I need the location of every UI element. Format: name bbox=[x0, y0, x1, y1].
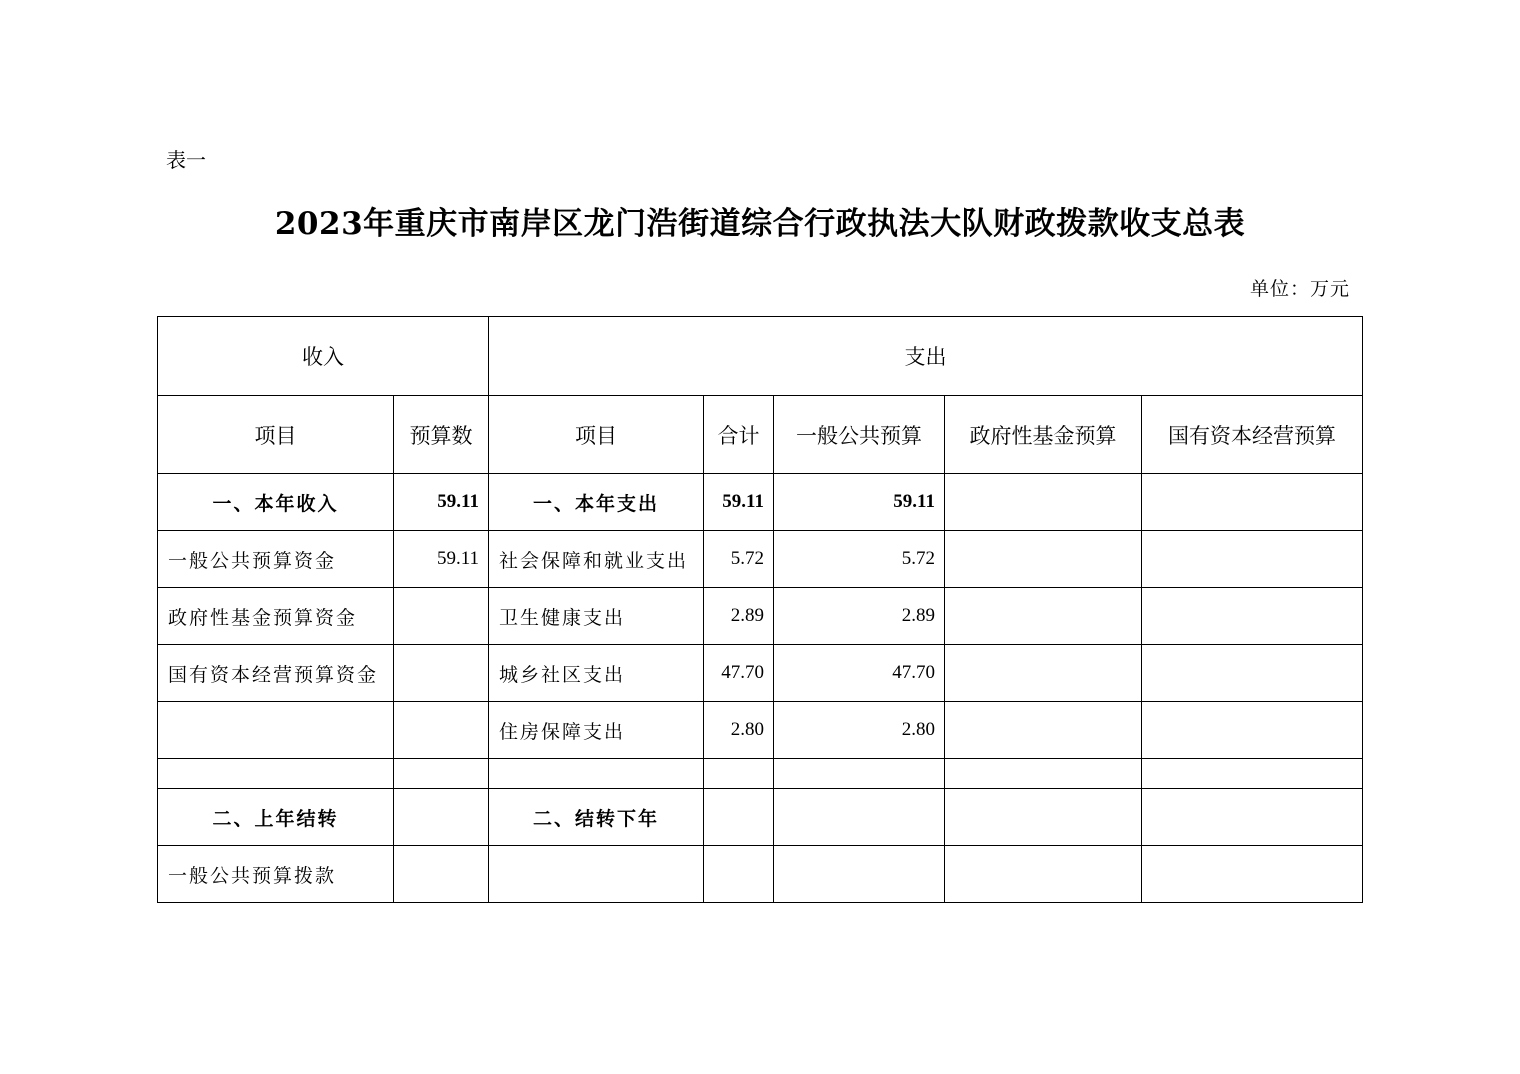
state-capital-cell bbox=[1142, 474, 1363, 531]
income-item-cell bbox=[158, 759, 394, 789]
gov-fund-cell bbox=[945, 588, 1142, 645]
state-capital-cell bbox=[1142, 789, 1363, 846]
total-cell bbox=[704, 846, 774, 903]
income-budget-cell: 59.11 bbox=[394, 531, 489, 588]
table-row bbox=[158, 531, 1363, 588]
budget-summary-table bbox=[157, 316, 1363, 903]
income-item-cell: 一般公共预算资金 bbox=[158, 531, 394, 588]
general-budget-cell bbox=[774, 789, 945, 846]
expense-item-cell: 一、本年支出 bbox=[489, 474, 704, 531]
income-budget-cell bbox=[394, 846, 489, 903]
total-cell: 47.70 bbox=[704, 645, 774, 702]
gov-fund-cell bbox=[945, 702, 1142, 759]
income-budget-cell bbox=[394, 702, 489, 759]
state-capital-cell bbox=[1142, 759, 1363, 789]
expense-item-cell: 二、结转下年 bbox=[489, 789, 704, 846]
income-item-cell: 二、上年结转 bbox=[158, 789, 394, 846]
table-row bbox=[158, 474, 1363, 531]
unit-label: 单位：万元 bbox=[1249, 278, 1350, 300]
state-capital-cell bbox=[1142, 531, 1363, 588]
total-cell: 2.80 bbox=[704, 702, 774, 759]
gov-fund-cell bbox=[945, 846, 1142, 903]
general-budget-cell: 47.70 bbox=[774, 645, 945, 702]
income-budget-cell bbox=[394, 759, 489, 789]
general-budget-cell: 2.89 bbox=[774, 588, 945, 645]
income-header: 收入 bbox=[158, 317, 489, 396]
state-capital-cell bbox=[1142, 702, 1363, 759]
general-budget-cell: 59.11 bbox=[774, 474, 945, 531]
general-budget-header: 一般公共预算 bbox=[774, 396, 945, 474]
expense-item-cell bbox=[489, 759, 704, 789]
expense-item-cell: 社会保障和就业支出 bbox=[489, 531, 704, 588]
state-capital-cell bbox=[1142, 645, 1363, 702]
income-budget-cell bbox=[394, 645, 489, 702]
general-budget-cell bbox=[774, 759, 945, 789]
total-cell: 59.11 bbox=[704, 474, 774, 531]
income-budget-cell bbox=[394, 588, 489, 645]
total-cell bbox=[704, 759, 774, 789]
total-header: 合计 bbox=[704, 396, 774, 474]
general-budget-cell: 5.72 bbox=[774, 531, 945, 588]
table-row bbox=[158, 846, 1363, 903]
table-row bbox=[158, 645, 1363, 702]
table-row bbox=[158, 789, 1363, 846]
state-capital-cell bbox=[1142, 846, 1363, 903]
total-cell: 2.89 bbox=[704, 588, 774, 645]
income-item-cell bbox=[158, 702, 394, 759]
state-capital-budget-header: 国有资本经营预算 bbox=[1142, 396, 1363, 474]
table-label: 表一 bbox=[166, 148, 206, 172]
table-row bbox=[158, 759, 1363, 789]
header-row-group bbox=[158, 317, 1363, 396]
gov-fund-cell bbox=[945, 645, 1142, 702]
gov-fund-cell bbox=[945, 759, 1142, 789]
income-item-cell: 国有资本经营预算资金 bbox=[158, 645, 394, 702]
income-item-header: 项目 bbox=[158, 396, 394, 474]
page-title: 2023年重庆市南岸区龙门浩街道综合行政执法大队财政拨款收支总表 bbox=[274, 206, 1246, 242]
expense-item-cell: 住房保障支出 bbox=[489, 702, 704, 759]
table-row bbox=[158, 702, 1363, 759]
income-item-cell: 一、本年收入 bbox=[158, 474, 394, 531]
state-capital-cell bbox=[1142, 588, 1363, 645]
general-budget-cell bbox=[774, 846, 945, 903]
total-cell: 5.72 bbox=[704, 531, 774, 588]
table-row bbox=[158, 588, 1363, 645]
expense-header: 支出 bbox=[489, 317, 1363, 396]
expense-item-header: 项目 bbox=[489, 396, 704, 474]
total-cell bbox=[704, 789, 774, 846]
income-item-cell: 政府性基金预算资金 bbox=[158, 588, 394, 645]
general-budget-cell: 2.80 bbox=[774, 702, 945, 759]
income-budget-cell: 59.11 bbox=[394, 474, 489, 531]
expense-item-cell: 卫生健康支出 bbox=[489, 588, 704, 645]
expense-item-cell: 城乡社区支出 bbox=[489, 645, 704, 702]
income-budget-header: 预算数 bbox=[394, 396, 489, 474]
gov-fund-budget-header: 政府性基金预算 bbox=[945, 396, 1142, 474]
income-item-cell: 一般公共预算拨款 bbox=[158, 846, 394, 903]
gov-fund-cell bbox=[945, 531, 1142, 588]
income-budget-cell bbox=[394, 789, 489, 846]
gov-fund-cell bbox=[945, 474, 1142, 531]
header-row-columns bbox=[158, 396, 1363, 474]
expense-item-cell bbox=[489, 846, 704, 903]
gov-fund-cell bbox=[945, 789, 1142, 846]
